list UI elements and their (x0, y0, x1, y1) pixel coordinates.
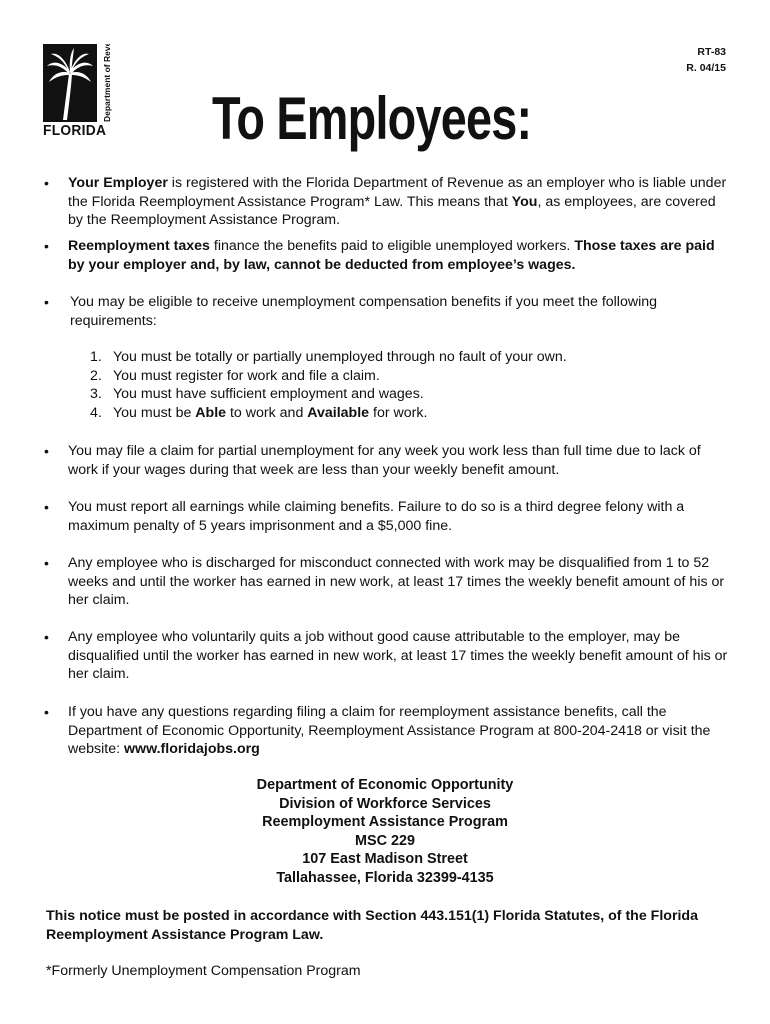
requirement-item: 1. You must be totally or partially unemployed through no fault of your own. (90, 349, 567, 365)
address-line: Reemployment Assistance Program (262, 814, 508, 831)
bullet-dot: • (44, 238, 49, 254)
requirement-item: 3. You must have sufficient employment and wages. (90, 386, 424, 402)
footnote: *Formerly Unemployment Compensation Program (46, 963, 361, 979)
address-line: Division of Workforce Services (279, 795, 491, 812)
palm-tree-icon (43, 44, 97, 122)
page-title: To Employees: (212, 85, 532, 152)
bullet-voluntary-quit: Any employee who voluntarily quits a job without good cause attributable to the employer, may be disqualified until the worker has earned in new work, at least 17 times the weekly benefit amount of his or her claim. (68, 629, 728, 682)
bullet-dot: • (44, 294, 49, 310)
address-line: MSC 229 (355, 832, 415, 849)
requirement-item: 4. You must be Able to work and Available for work. (90, 405, 428, 421)
address-line: Tallahassee, Florida 32399-4135 (276, 869, 494, 886)
bullet-partial-unemployment: You may file a claim for partial unemployment for any week you work less than full time due to lack of work if your wages during that week are less than your weekly benefit amount. (68, 443, 701, 478)
florida-logo-panel (43, 44, 97, 122)
bullet-questions-contact: If you have any questions regarding filing a claim for reemployment assistance benefits, call the Department of Economic Opportunity, Reemployment Assistance Program at 800-204-2418 or visit the website: www.floridajobs.org (68, 704, 711, 757)
website-link[interactable]: www.floridajobs.org (124, 741, 260, 757)
address-line: 107 East Madison Street (302, 851, 468, 868)
svg-text:Department of Revenue: Department of Revenue (102, 44, 112, 122)
bullet-reemployment-taxes: Reemployment taxes finance the benefits paid to eligible unemployed workers. Those taxes are paid by your employer and, by law, cannot be deducted from employee’s wages. (68, 238, 715, 273)
revision-date: R. 04/15 (686, 62, 726, 74)
bullet-dot: • (44, 704, 49, 720)
address-line: Department of Economic Opportunity (256, 777, 514, 793)
bullet-discharged-misconduct: Any employee who is discharged for misconduct connected with work may be disqualified from 1 to 52 weeks and until the worker has earned in new work, at least 17 times the weekly benefit amount of his or her claim. (68, 555, 725, 608)
address-block (0, 776, 770, 888)
form-number: RT-83 (697, 46, 726, 58)
bullet-dot: • (44, 443, 49, 459)
bullet-employer-registered: Your Employer is registered with the Florida Department of Revenue as an employer who is liable under the Florida Reemployment Assistance Program* Law. This means that You, as employees, are covered by the Reemployment Assistance Program. (68, 175, 727, 228)
department-of-revenue-vertical-text (100, 44, 112, 122)
bullet-dot: • (44, 499, 49, 515)
logo-florida-word: FLORIDA (43, 122, 107, 139)
requirement-item: 2. You must register for work and file a claim. (90, 368, 380, 384)
form-number-block (686, 44, 726, 76)
bullet-dot: • (44, 175, 49, 191)
bullet-report-earnings: You must report all earnings while claiming benefits. Failure to do so is a third degree felony with a maximum penalty of 5 years imprisonment and a $5,000 fine. (68, 499, 685, 534)
bullet-dot: • (44, 629, 49, 645)
posting-notice: This notice must be posted in accordance with Section 443.151(1) Florida Statutes, of the Florida Reemployment Assistance Program Law. (46, 908, 698, 943)
bullet-dot: • (44, 555, 49, 571)
bullet-eligibility: You may be eligible to receive unemployment compensation benefits if you meet the following requirements: (70, 294, 658, 329)
